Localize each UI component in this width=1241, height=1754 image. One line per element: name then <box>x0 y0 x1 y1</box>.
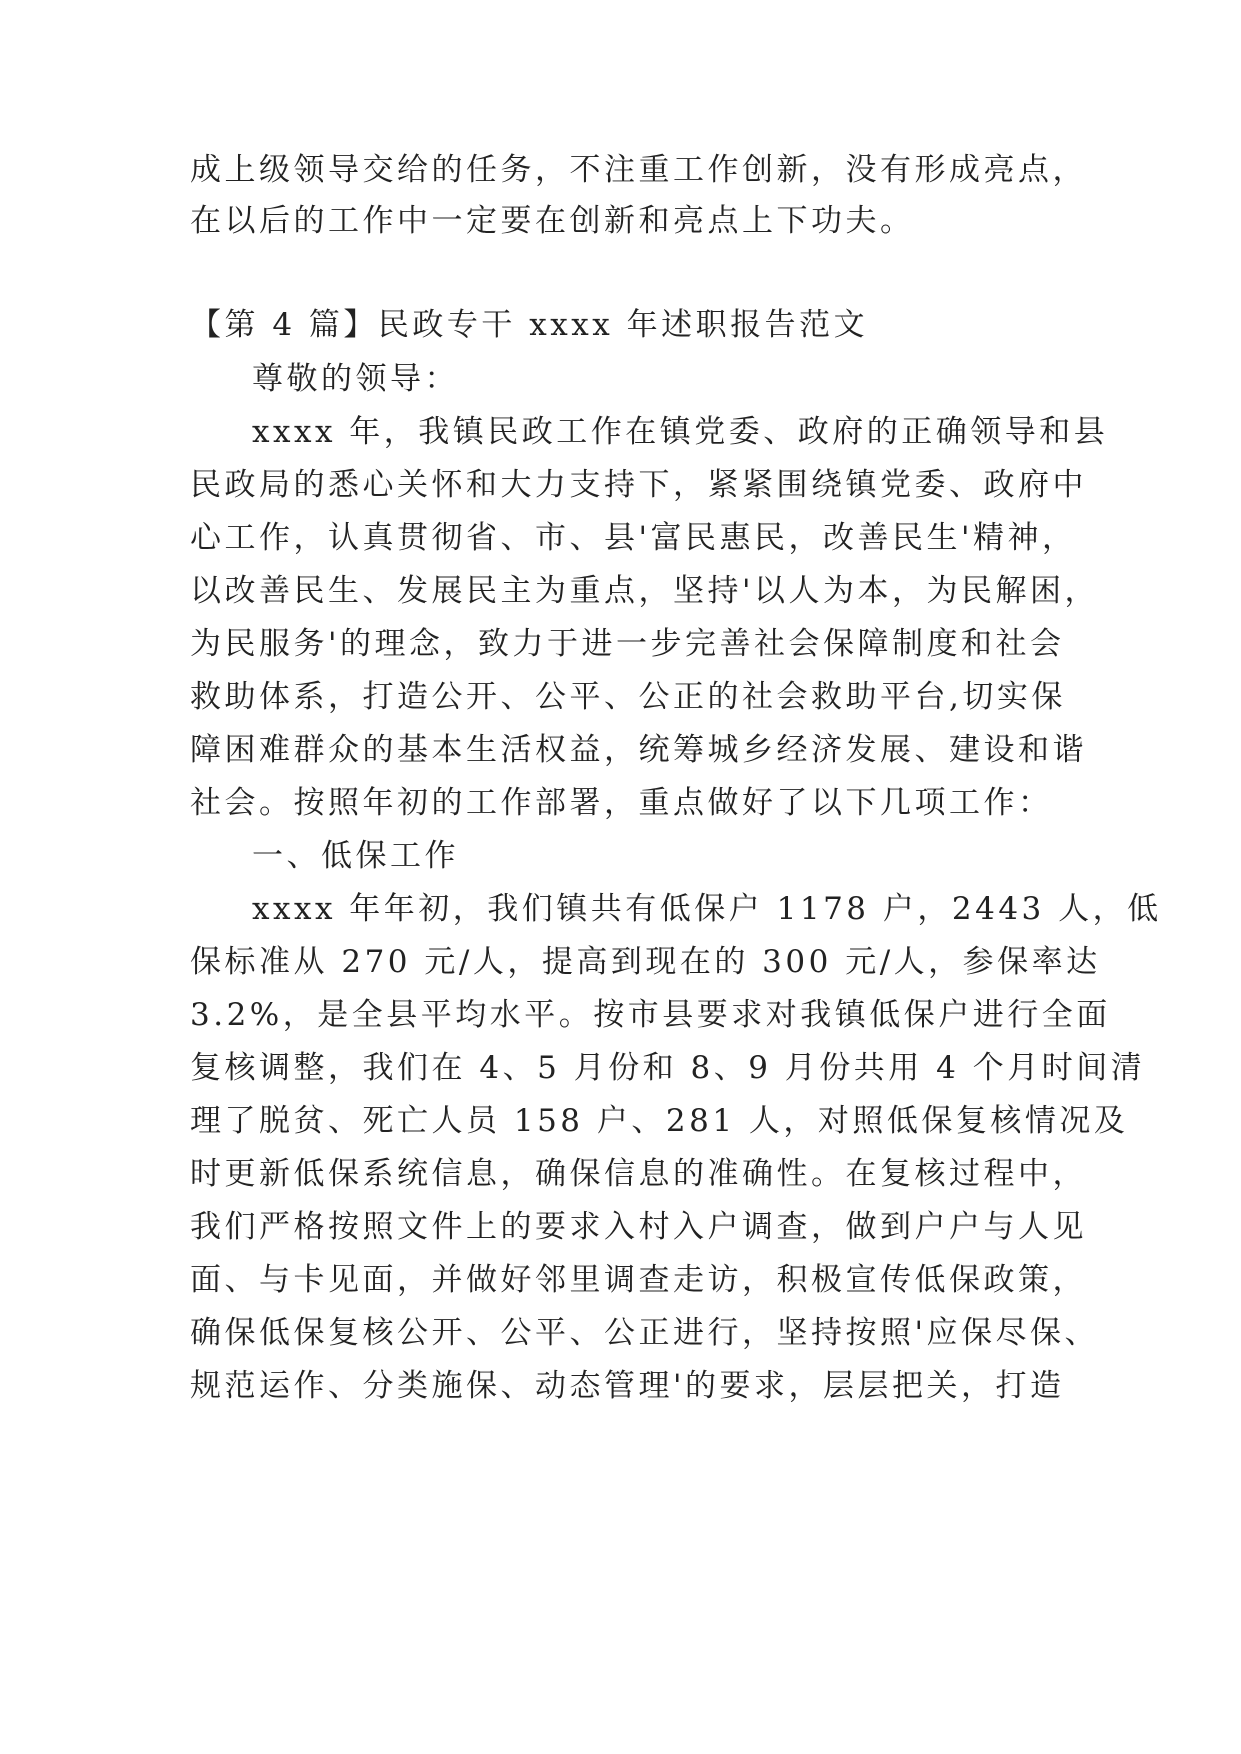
text-line: xxxx 年年初，我们镇共有低保户 1178 户，2443 人，低 <box>252 891 1162 927</box>
salutation: 尊敬的领导： <box>252 361 459 397</box>
text-line: 时更新低保系统信息，确保信息的准确性。在复核过程中， <box>190 1156 1087 1192</box>
section-heading: 一、低保工作 <box>252 838 459 874</box>
text-line: 理了脱贫、死亡人员 158 户、281 人，对照低保复核情况及 <box>190 1103 1129 1139</box>
text-line: 为民服务'的理念，致力于进一步完善社会保障制度和社会 <box>190 626 1065 662</box>
text-line: 障困难群众的基本生活权益，统筹城乡经济发展、建设和谐 <box>190 732 1087 768</box>
text-line: 保标准从 270 元/人，提高到现在的 300 元/人，参保率达 <box>190 944 1101 980</box>
text-line: 面、与卡见面，并做好邻里调查走访，积极宣传低保政策， <box>190 1262 1087 1298</box>
text-line: 复核调整，我们在 4、5 月份和 8、9 月份共用 4 个月时间清 <box>190 1050 1146 1086</box>
text-line: 以改善民生、发展民主为重点，坚持'以人为本，为民解困， <box>190 573 1100 609</box>
text-line: 规范运作、分类施保、动态管理'的要求，层层把关，打造 <box>190 1368 1065 1404</box>
text-line: 民政局的悉心关怀和大力支持下，紧紧围绕镇党委、政府中 <box>190 467 1087 503</box>
section-title: 【第 4 篇】民政专干 xxxx 年述职报告范文 <box>190 307 869 343</box>
text-line: 3.2%，是全县平均水平。按市县要求对我镇低保户进行全面 <box>190 997 1111 1033</box>
text-line: 救助体系，打造公开、公平、公正的社会救助平台,切实保 <box>190 679 1066 715</box>
text-line: 在以后的工作中一定要在创新和亮点上下功夫。 <box>190 203 915 239</box>
text-line: 社会。按照年初的工作部署，重点做好了以下几项工作： <box>190 785 1053 821</box>
text-line: 我们严格按照文件上的要求入村入户调查，做到户户与人见 <box>190 1209 1087 1245</box>
text-line: xxxx 年，我镇民政工作在镇党委、政府的正确领导和县 <box>252 414 1109 450</box>
text-line: 确保低保复核公开、公平、公正进行，坚持按照'应保尽保、 <box>190 1315 1100 1351</box>
text-line: 成上级领导交给的任务，不注重工作创新，没有形成亮点， <box>190 152 1087 188</box>
text-line: 心工作，认真贯彻省、市、县'富民惠民，改善民生'精神， <box>190 520 1077 556</box>
